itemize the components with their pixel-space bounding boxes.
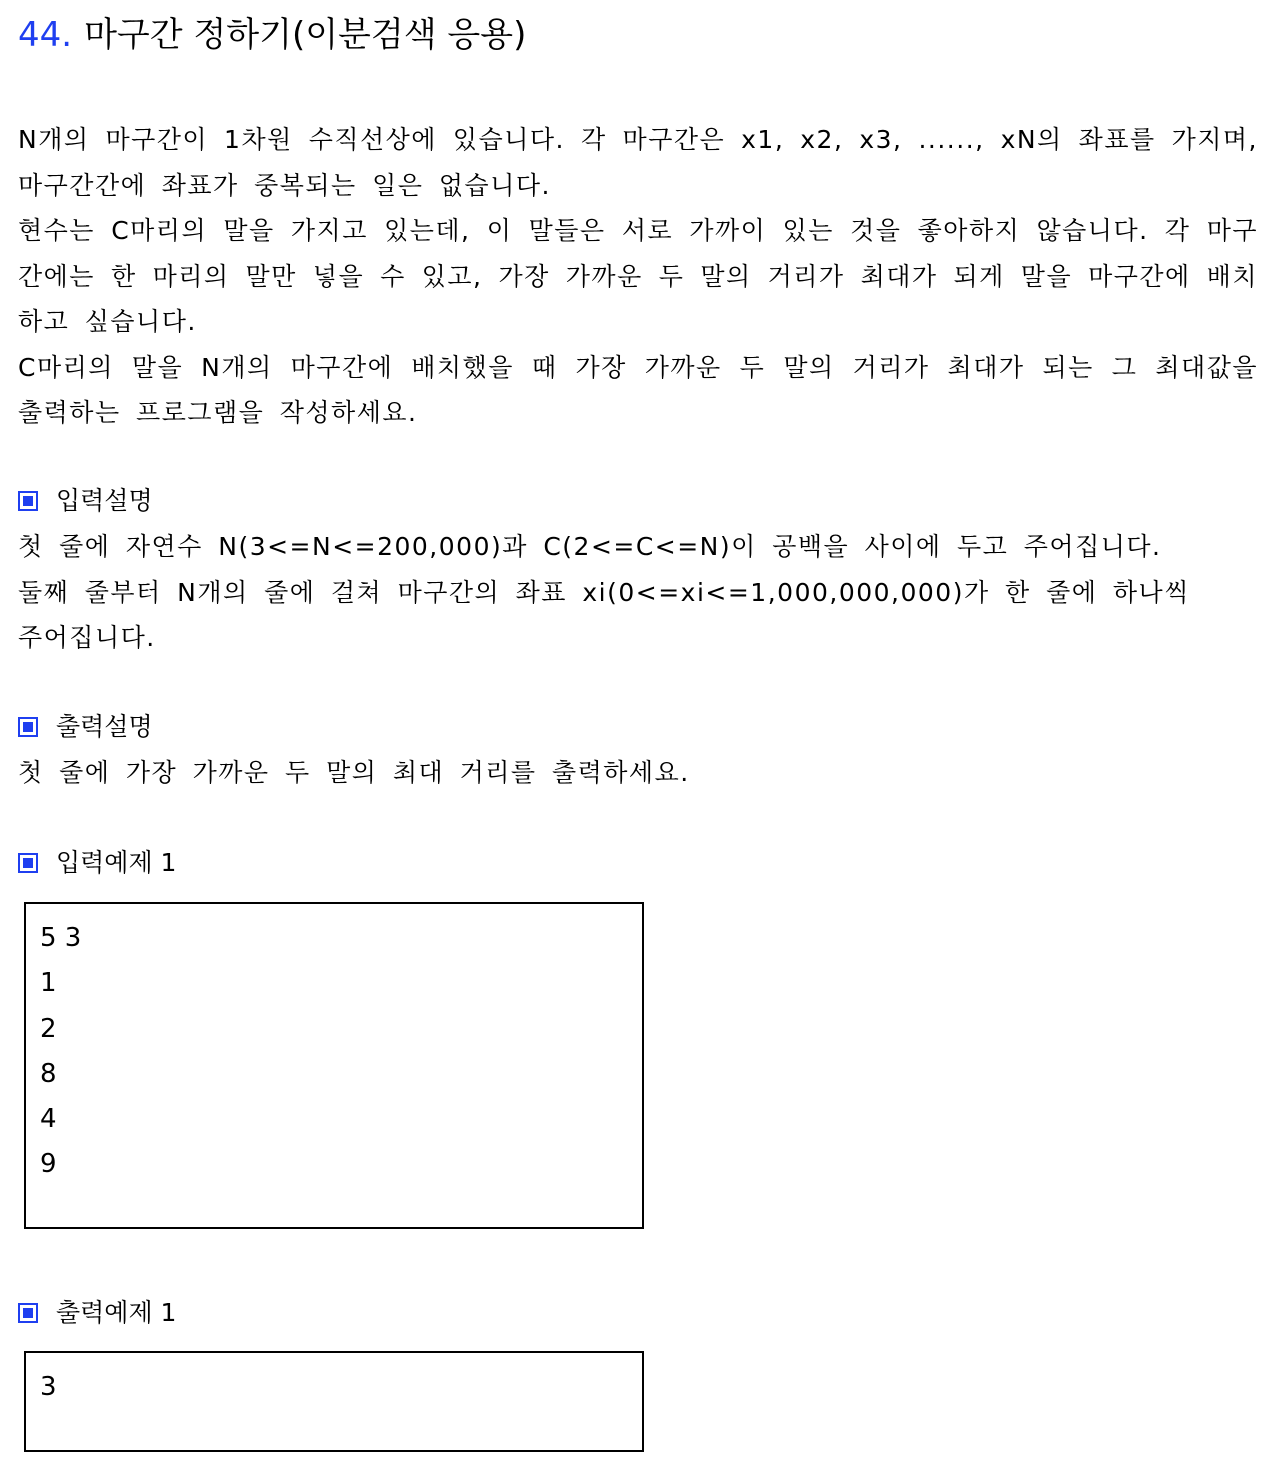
output-description <box>18 750 1258 796</box>
output-example-box <box>24 1351 644 1452</box>
output-description-line: 첫 줄에 가장 가까운 두 말의 최대 거리를 출력하세요. <box>18 758 690 787</box>
input-example-line: 8 <box>40 1058 57 1089</box>
input-example-box <box>24 902 644 1229</box>
input-description-title: 입력설명 <box>56 486 153 515</box>
description-paragraph: 현수는 C마리의 말을 가지고 있는데, 이 말들은 서로 가까이 있는 것을 좋아하지 않습니다. 각 마구간에는 한 마리의 말만 넣을 수 있고, 가장 가까운 두 말의 거리가 최대가 되게 말을 마구간에 배치하고 싶습니다. <box>18 216 1258 336</box>
problem-number: 44. <box>18 15 73 55</box>
input-example-line: 4 <box>40 1104 57 1135</box>
input-example-line: 9 <box>40 1149 57 1180</box>
input-example-title: 입력예제 1 <box>56 848 177 877</box>
input-example-line: 1 <box>40 968 57 999</box>
square-bullet-icon <box>18 853 38 873</box>
output-example-line: 3 <box>40 1372 57 1402</box>
input-description-line: 첫 줄에 자연수 N(3<=N<=200,000)과 C(2<=C<=N)이 공백을 사이에 두고 주어집니다. <box>18 532 1162 561</box>
problem-description <box>18 117 1258 436</box>
input-example-heading <box>18 846 176 880</box>
square-bullet-icon <box>18 717 38 737</box>
output-description-heading <box>18 710 153 744</box>
problem-title: 마구간 정하기(이분검색 응용) <box>84 15 527 55</box>
input-description-heading <box>18 484 153 518</box>
page-title <box>18 12 526 58</box>
input-example-line: 2 <box>40 1013 57 1044</box>
input-description-line: 둘째 줄부터 N개의 줄에 걸쳐 마구간의 좌표 xi(0<=xi<=1,000,000,000)가 한 줄에 하나씩 주어집니다. <box>18 577 1190 652</box>
description-paragraph: C마리의 말을 N개의 마구간에 배치했을 때 가장 가까운 두 말의 거리가 최대가 되는 그 최대값을 출력하는 프로그램을 작성하세요. <box>18 352 1258 427</box>
output-description-title: 출력설명 <box>56 712 153 741</box>
output-example-heading <box>18 1296 176 1330</box>
input-example-line: 5 3 <box>40 923 82 953</box>
output-example-title: 출력예제 1 <box>56 1298 177 1327</box>
square-bullet-icon <box>18 1303 38 1323</box>
square-bullet-icon <box>18 491 38 511</box>
description-paragraph: N개의 마구간이 1차원 수직선상에 있습니다. 각 마구간은 x1, x2, x3, ......, xN의 좌표를 가지며, 마구간간에 좌표가 중복되는 일은 없습니다. <box>18 125 1258 200</box>
input-description <box>18 524 1258 661</box>
